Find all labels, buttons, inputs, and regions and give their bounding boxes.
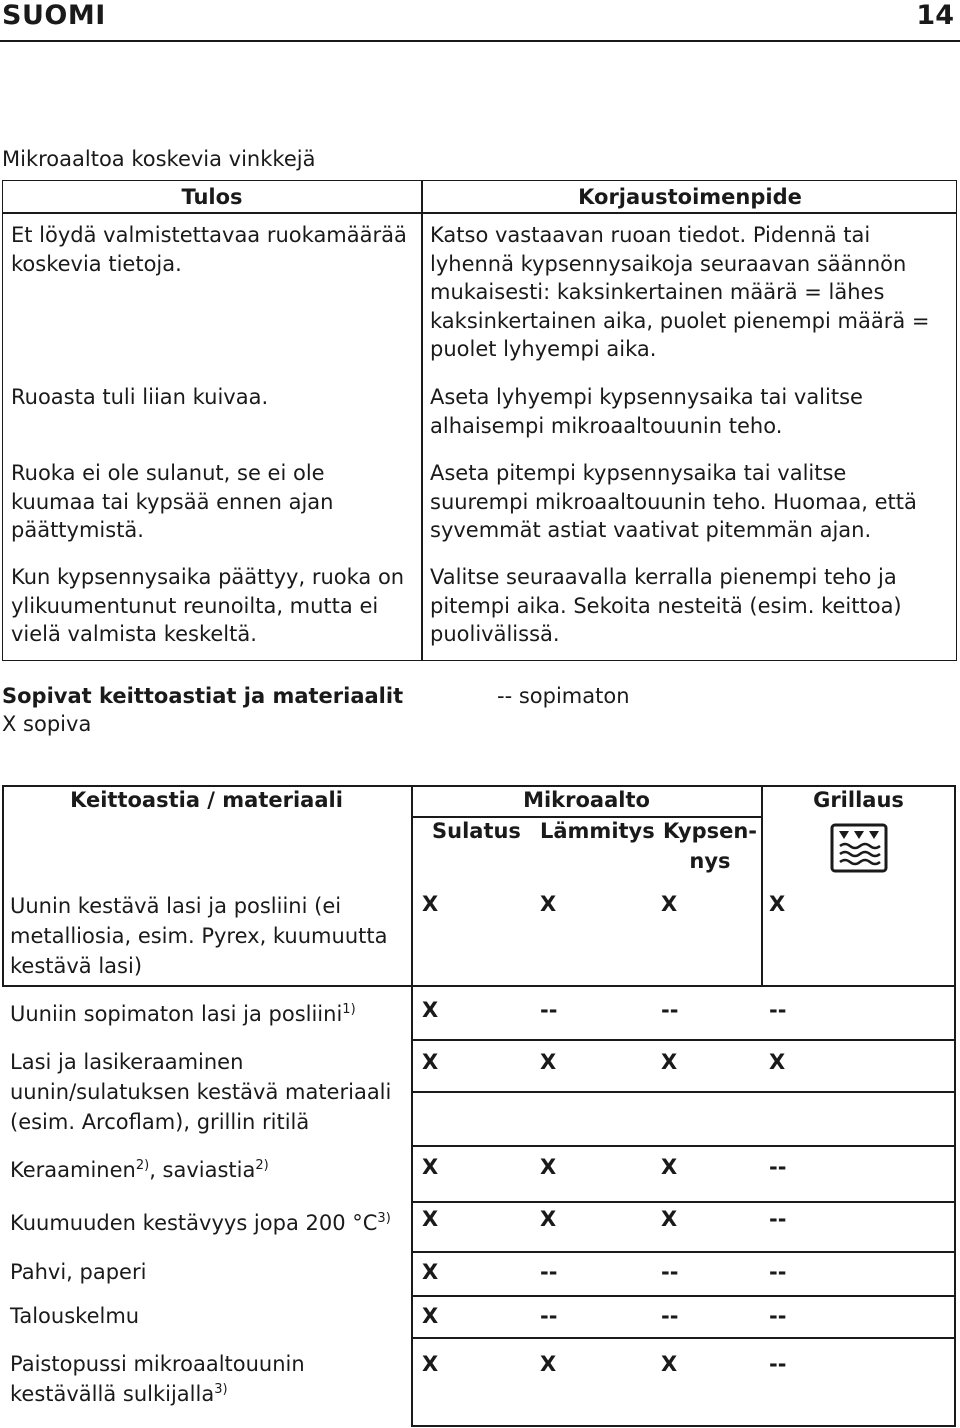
tips-heading: Mikroaaltoa koskevia vinkkejä xyxy=(2,147,316,171)
cell-cook: X xyxy=(661,1207,678,1231)
col-header-microwave: Mikroaalto xyxy=(523,788,650,812)
cell-grill: -- xyxy=(769,998,787,1022)
cell-heat: X xyxy=(540,892,557,916)
tip-action: Katso vastaavan ruoan tiedot. Pidennä tai lyhennä kypsennysaikoja seuraavan säännön mukaisesti: kaksinkertainen määrä = lähes kaksinkertainen aika, puolet pienempi määrä = puolet lyhyempi aika. xyxy=(430,223,930,361)
cell-thaw: X xyxy=(422,1207,439,1231)
cell-cook: X xyxy=(661,1050,678,1074)
cell-grill: -- xyxy=(769,1207,787,1231)
col-header-material: Keittoastia / materiaali xyxy=(70,788,343,812)
cell-heat: X xyxy=(540,1155,557,1179)
tip-result: Ruoasta tuli liian kuivaa. xyxy=(11,385,269,409)
cell-heat: X xyxy=(540,1352,557,1376)
cell-cook: -- xyxy=(661,1260,679,1284)
cell-cook: X xyxy=(661,892,678,916)
cell-heat: -- xyxy=(540,998,558,1022)
tip-result: Et löydä valmistettavaa ruokamäärää koskevia tietoja. xyxy=(11,223,407,276)
material-row-label: Lasi ja lasikeraaminen uunin/sulatuksen kestävä materiaali (esim. Arcoflam), grillin ritilä xyxy=(10,1050,392,1134)
materials-heading: Sopivat keittoastiat ja materiaalit xyxy=(2,684,404,708)
material-row-label: Keraaminen$^{2)}$, saviastia$^{2)}$ xyxy=(10,1158,269,1182)
tip-result: Ruoka ei ole sulanut, se ei ole kuumaa tai kypsää ennen ajan päättymistä. xyxy=(11,461,334,542)
cell-cook: X xyxy=(661,1155,678,1179)
col-header-grill: Grillaus xyxy=(813,788,904,812)
cell-thaw: X xyxy=(422,1304,439,1328)
cell-cook: -- xyxy=(661,998,679,1022)
material-row-label: Pahvi, paperi xyxy=(10,1260,147,1284)
sub-header-thaw: Sulatus xyxy=(432,819,521,843)
header-rule xyxy=(0,40,960,42)
cell-grill: -- xyxy=(769,1304,787,1328)
material-row-label: Paistopussi mikroaaltouunin kestävällä sulkijalla$^{3)}$ xyxy=(10,1352,305,1406)
cell-grill: -- xyxy=(769,1352,787,1376)
sub-header-cook: Kypsen- nys xyxy=(662,819,758,873)
cell-heat: X xyxy=(540,1207,557,1231)
tips-table xyxy=(2,180,957,661)
cell-thaw: X xyxy=(422,998,439,1022)
material-row-label: Talouskelmu xyxy=(10,1304,140,1328)
material-row-label: Uunin kestävä lasi ja posliini (ei metalliosia, esim. Pyrex, kuumuutta kestävä lasi) xyxy=(10,894,388,978)
material-row-label: Kuumuuden kestävyys jopa 200 $^\circ C^{3)}$ xyxy=(10,1211,391,1235)
legend-unsuitable: -- sopimaton xyxy=(497,684,630,708)
tip-action: Aseta lyhyempi kypsennysaika tai valitse alhaisempi mikroaaltouunin teho. xyxy=(430,385,863,438)
section-title: SUOMI xyxy=(2,0,106,31)
cell-thaw: X xyxy=(422,1352,439,1376)
cell-grill: -- xyxy=(769,1260,787,1284)
cell-grill: X xyxy=(769,892,786,916)
cell-heat: -- xyxy=(540,1304,558,1328)
grill-heating-icon xyxy=(830,823,888,873)
legend-suitable: X sopiva xyxy=(2,712,92,736)
cell-heat: -- xyxy=(540,1260,558,1284)
tip-action: Aseta pitempi kypsennysaika tai valitse suurempi mikroaaltouunin teho. Huomaa, että syvemmät astiat vaativat pitemmän ajan. xyxy=(430,461,917,542)
page-number: 14 xyxy=(916,0,954,31)
cell-grill: -- xyxy=(769,1155,787,1179)
tip-action: Valitse seuraavalla kerralla pienempi teho ja pitempi aika. Sekoita nesteitä (esim. keittoa) puolivälissä. xyxy=(430,565,902,646)
material-row-label: Uuniin sopimaton lasi ja posliini$^{1)}$ xyxy=(10,1002,356,1026)
cell-thaw: X xyxy=(422,1260,439,1284)
tip-result: Kun kypsennysaika päättyy, ruoka on ylikuumentunut reunoilta, mutta ei vielä valmista keskeltä. xyxy=(11,565,405,646)
cell-heat: X xyxy=(540,1050,557,1074)
cell-thaw: X xyxy=(422,892,439,916)
cell-cook: X xyxy=(661,1352,678,1376)
cell-thaw: X xyxy=(422,1050,439,1074)
sub-header-heat: Lämmitys xyxy=(540,819,655,843)
col-header-result: Tulos xyxy=(181,185,243,209)
col-header-action: Korjaustoimenpide xyxy=(578,185,802,209)
materials-table xyxy=(2,785,957,1426)
cell-cook: -- xyxy=(661,1304,679,1328)
cell-grill: X xyxy=(769,1050,786,1074)
cell-thaw: X xyxy=(422,1155,439,1179)
